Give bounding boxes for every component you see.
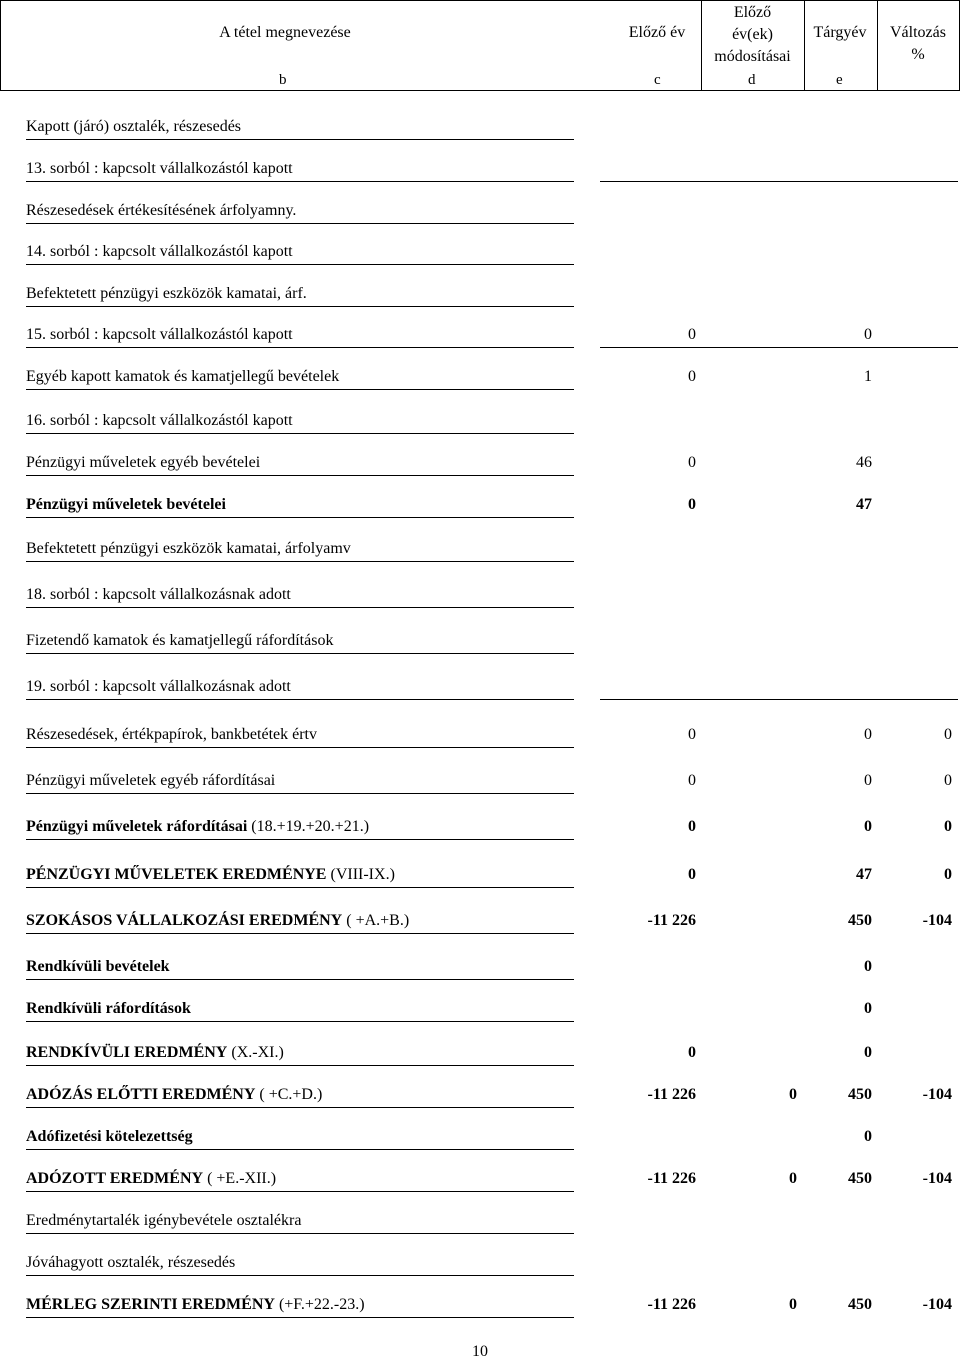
row-label-rest: ( +A.+B.) bbox=[342, 912, 410, 929]
cell-current-year: 450 bbox=[848, 1086, 872, 1103]
table-row bbox=[0, 1066, 960, 1108]
cell-current-year: 450 bbox=[848, 912, 872, 929]
row-label: Rendkívüli bevételek bbox=[26, 958, 170, 975]
cell-current-year: 0 bbox=[864, 818, 872, 835]
header-current-year: Tárgyév bbox=[813, 24, 867, 41]
header-top-border bbox=[0, 0, 960, 1]
cell-prev-year: -11 226 bbox=[647, 912, 696, 929]
table-row bbox=[0, 348, 960, 390]
cell-current-year: 0 bbox=[864, 1128, 872, 1145]
table-row bbox=[0, 1150, 960, 1192]
cell-change: -104 bbox=[922, 1296, 952, 1313]
row-label: Rendkívüli ráfordítások bbox=[26, 1000, 191, 1017]
cell-current-year: 0 bbox=[864, 1044, 872, 1061]
row-label bbox=[26, 1086, 322, 1104]
row-label-rest: ( +C.+D.) bbox=[255, 1086, 323, 1103]
row-label: 13. sorból : kapcsolt vállalkozástól kapott bbox=[26, 160, 293, 177]
row-label bbox=[26, 1170, 276, 1188]
cell-prev-year: 0 bbox=[688, 726, 696, 743]
cell-current-year: 0 bbox=[864, 772, 872, 789]
row-underline bbox=[26, 607, 574, 608]
table-row bbox=[0, 658, 960, 700]
row-underline-values bbox=[600, 699, 958, 700]
header-bottom-border bbox=[0, 90, 960, 91]
table-row bbox=[0, 612, 960, 654]
row-label: Részesedések értékesítésének árfolyamny. bbox=[26, 202, 297, 219]
cell-change: -104 bbox=[922, 1170, 952, 1187]
row-label: 16. sorból : kapcsolt vállalkozástól kapott bbox=[26, 412, 293, 429]
row-label bbox=[26, 1044, 284, 1062]
cell-prev-year: 0 bbox=[688, 368, 696, 385]
table-row bbox=[0, 140, 960, 182]
row-label: Egyéb kapott kamatok és kamatjellegű bevételek bbox=[26, 368, 340, 385]
cell-prev-year: 0 bbox=[688, 772, 696, 789]
header-modifications bbox=[700, 2, 805, 68]
row-label-rest: (18.+19.+20.+21.) bbox=[247, 818, 370, 835]
cell-modifications: 0 bbox=[789, 1170, 797, 1187]
row-underline bbox=[26, 887, 574, 888]
col-letter-d: d bbox=[748, 72, 756, 88]
table-row bbox=[0, 434, 960, 476]
cell-change: 0 bbox=[944, 726, 952, 743]
row-label-bold: RENDKÍVÜLI EREDMÉNY bbox=[26, 1044, 228, 1061]
row-underline bbox=[26, 699, 574, 700]
header-border-left bbox=[0, 0, 1, 91]
table-row bbox=[0, 306, 960, 348]
cell-modifications: 0 bbox=[789, 1086, 797, 1103]
col-letter-e: e bbox=[836, 72, 843, 88]
row-label: Fizetendő kamatok és kamatjellegű ráfordítások bbox=[26, 632, 334, 649]
cell-current-year: 47 bbox=[856, 496, 872, 513]
row-label bbox=[26, 818, 369, 836]
row-label-bold: SZOKÁSOS VÁLLALKOZÁSI EREDMÉNY bbox=[26, 912, 343, 929]
table-row bbox=[0, 392, 960, 434]
cell-prev-year: 0 bbox=[688, 1044, 696, 1061]
col-letter-b: b bbox=[279, 72, 287, 88]
row-label-bold: PÉNZÜGYI MŰVELETEK EREDMÉNYE bbox=[26, 866, 327, 883]
table-row bbox=[0, 980, 960, 1022]
table-row bbox=[0, 223, 960, 265]
row-underline bbox=[26, 839, 574, 840]
header-divider-1 bbox=[701, 0, 702, 91]
row-label-rest: ( +E.-XII.) bbox=[203, 1170, 277, 1187]
row-label: Adófizetési kötelezettség bbox=[26, 1128, 193, 1145]
table-row bbox=[0, 1024, 960, 1066]
row-label: Befektetett pénzügyi eszközök kamatai, árfolyamv bbox=[26, 540, 351, 557]
row-label: Befektetett pénzügyi eszközök kamatai, árf. bbox=[26, 285, 307, 302]
row-label bbox=[26, 1296, 365, 1314]
row-label: 15. sorból : kapcsolt vállalkozástól kapott bbox=[26, 326, 293, 343]
page-number: 10 bbox=[472, 1343, 488, 1360]
cell-current-year: 450 bbox=[848, 1296, 872, 1313]
table-row bbox=[0, 938, 960, 980]
table-row bbox=[0, 182, 960, 224]
header-change-line1: Változás bbox=[890, 24, 946, 41]
cell-current-year: 1 bbox=[864, 368, 872, 385]
header-divider-2 bbox=[804, 0, 805, 91]
cell-modifications: 0 bbox=[789, 1296, 797, 1313]
table-row bbox=[0, 892, 960, 934]
cell-prev-year: -11 226 bbox=[647, 1296, 696, 1313]
cell-prev-year: 0 bbox=[688, 454, 696, 471]
table-row bbox=[0, 846, 960, 888]
row-label-rest: (VIII-IX.) bbox=[326, 866, 395, 883]
cell-change: -104 bbox=[922, 912, 952, 929]
row-label-rest: (+F.+22.-23.) bbox=[274, 1296, 365, 1313]
row-label: Részesedések, értékpapírok, bankbetétek értv bbox=[26, 726, 317, 743]
table-row bbox=[0, 98, 960, 140]
cell-change: 0 bbox=[944, 866, 952, 883]
table-row bbox=[0, 1276, 960, 1318]
cell-prev-year: 0 bbox=[688, 326, 696, 343]
row-underline bbox=[26, 561, 574, 562]
cell-current-year: 450 bbox=[848, 1170, 872, 1187]
row-label: Eredménytartalék igénybevétele osztalékra bbox=[26, 1212, 302, 1229]
cell-current-year: 0 bbox=[864, 1000, 872, 1017]
row-underline bbox=[26, 389, 574, 390]
row-label bbox=[26, 912, 409, 930]
cell-prev-year: -11 226 bbox=[647, 1170, 696, 1187]
col-letter-c: c bbox=[654, 72, 661, 88]
row-label-bold: ADÓZÁS ELŐTTI EREDMÉNY bbox=[26, 1086, 256, 1103]
header-change-line2: % bbox=[911, 46, 925, 63]
table-row bbox=[0, 752, 960, 794]
table-row bbox=[0, 476, 960, 518]
cell-current-year: 0 bbox=[864, 958, 872, 975]
cell-change: 0 bbox=[944, 818, 952, 835]
row-label: Pénzügyi műveletek bevételei bbox=[26, 496, 226, 513]
cell-prev-year: 0 bbox=[688, 866, 696, 883]
cell-current-year: 46 bbox=[856, 454, 872, 471]
table-row bbox=[0, 798, 960, 840]
header-mod-line1: Előző bbox=[733, 4, 772, 21]
cell-prev-year: 0 bbox=[688, 818, 696, 835]
row-label: 18. sorból : kapcsolt vállalkozásnak adott bbox=[26, 586, 291, 603]
row-label-bold: ADÓZOTT EREDMÉNY bbox=[26, 1170, 204, 1187]
row-label bbox=[26, 866, 395, 884]
row-underline bbox=[26, 1317, 574, 1318]
table-row bbox=[0, 1192, 960, 1234]
cell-prev-year: -11 226 bbox=[647, 1086, 696, 1103]
row-underline bbox=[26, 747, 574, 748]
header-divider-3 bbox=[877, 0, 878, 91]
row-label: 14. sorból : kapcsolt vállalkozástól kapott bbox=[26, 243, 293, 260]
header-mod-line3: módosításai bbox=[714, 48, 791, 65]
table-row bbox=[0, 1234, 960, 1276]
header-mod-line2: év(ek) bbox=[732, 26, 773, 43]
row-label-bold: MÉRLEG SZERINTI EREDMÉNY bbox=[26, 1296, 275, 1313]
row-label: 19. sorból : kapcsolt vállalkozásnak adott bbox=[26, 678, 291, 695]
cell-current-year: 0 bbox=[864, 326, 872, 343]
header-change bbox=[878, 22, 958, 66]
table-row bbox=[0, 1108, 960, 1150]
row-label-rest: (X.-XI.) bbox=[227, 1044, 284, 1061]
table-row bbox=[0, 520, 960, 562]
table-row bbox=[0, 566, 960, 608]
row-label: Kapott (járó) osztalék, részesedés bbox=[26, 118, 242, 135]
row-underline bbox=[26, 1021, 574, 1022]
row-underline bbox=[26, 793, 574, 794]
cell-current-year: 0 bbox=[864, 726, 872, 743]
cell-change: 0 bbox=[944, 772, 952, 789]
header-item-name: A tétel megnevezése bbox=[219, 24, 351, 41]
row-underline bbox=[26, 933, 574, 934]
row-label: Pénzügyi műveletek egyéb ráfordításai bbox=[26, 772, 276, 789]
cell-prev-year: 0 bbox=[688, 496, 696, 513]
table-row bbox=[0, 265, 960, 307]
header-prev-year: Előző év bbox=[628, 24, 686, 41]
row-underline bbox=[26, 517, 574, 518]
row-label: Jóváhagyott osztalék, részesedés bbox=[26, 1254, 236, 1271]
row-underline bbox=[26, 653, 574, 654]
row-label-bold: Pénzügyi műveletek ráfordításai bbox=[26, 818, 248, 835]
row-label: Pénzügyi műveletek egyéb bevételei bbox=[26, 454, 261, 471]
table-row bbox=[0, 706, 960, 748]
cell-change: -104 bbox=[922, 1086, 952, 1103]
cell-current-year: 47 bbox=[856, 866, 872, 883]
